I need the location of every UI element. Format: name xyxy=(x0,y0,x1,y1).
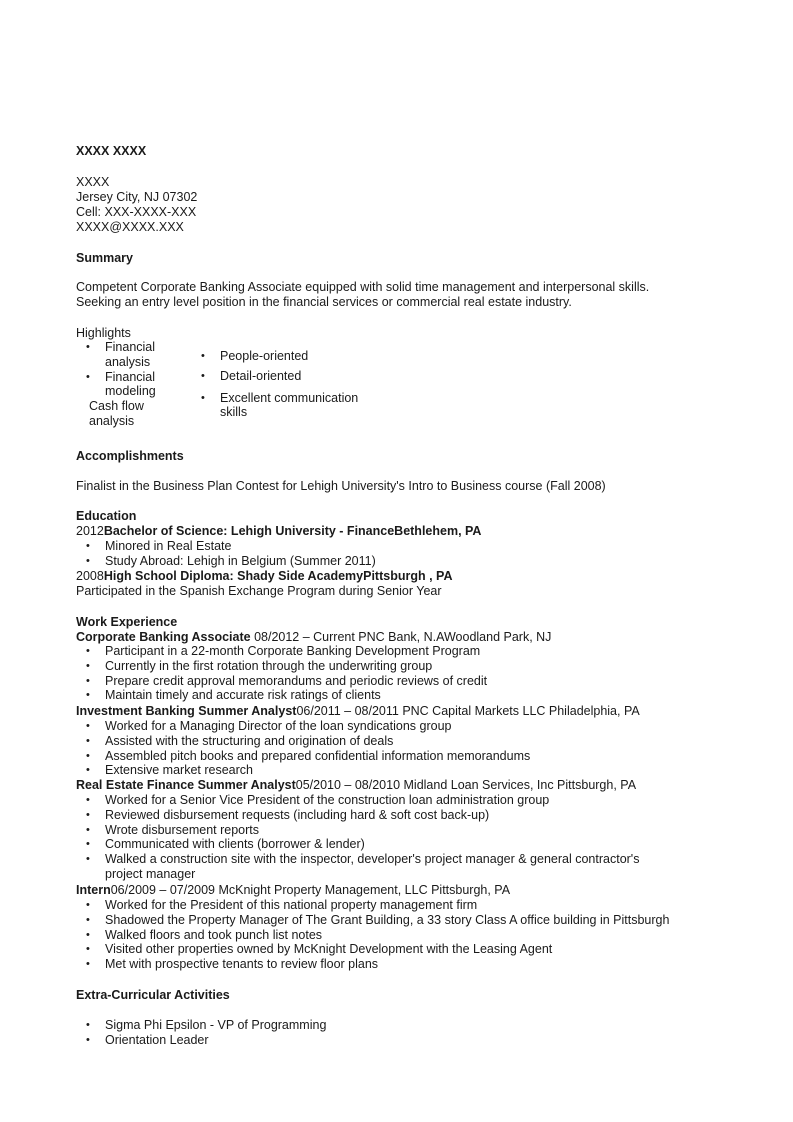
summary-heading: Summary xyxy=(76,251,133,265)
list-item: • Financial modeling xyxy=(76,370,175,400)
job-header-4 xyxy=(76,883,510,898)
list-item: • Maintain timely and accurate risk ratings of clients xyxy=(76,688,487,703)
list-item: • Minored in Real Estate xyxy=(76,539,376,554)
list-item: • Orientation Leader xyxy=(76,1033,326,1048)
summary-line-2: Seeking an entry level position in the financial services or commercial real estate industry. xyxy=(76,295,572,309)
education-title: Bachelor of Science: Lehigh University - FinanceBethlehem, PA xyxy=(103,524,482,538)
list-item: • Currently in the first rotation through the underwriting group xyxy=(76,659,487,674)
list-item: • Sigma Phi Epsilon - VP of Programming xyxy=(76,1018,326,1033)
job-title: Corporate Banking Associate xyxy=(76,630,251,644)
job-detail: 05/2010 – 08/2010 Midland Loan Services, Inc Pittsburgh, PA xyxy=(295,778,637,792)
list-item: • Prepare credit approval memorandums and periodic reviews of credit xyxy=(76,674,487,689)
job-title: Real Estate Finance Summer Analyst xyxy=(76,778,296,792)
list-item: • Communicated with clients (borrower & lender) xyxy=(76,837,639,852)
list-item: • Wrote disbursement reports xyxy=(76,823,639,838)
list-item: • Walked floors and took punch list notes xyxy=(76,928,669,943)
education-entry-2 xyxy=(76,569,452,584)
list-item: • Worked for the President of this national property management firm xyxy=(76,898,669,913)
list-item: • Financial analysis xyxy=(76,340,175,370)
list-item: • Walked a construction site with the inspector, developer's project manager & general contractor's xyxy=(76,852,639,867)
activities-list xyxy=(76,1018,326,1048)
list-item: • Extensive market research xyxy=(76,763,530,778)
list-item: • Assisted with the structuring and origination of deals xyxy=(76,734,530,749)
list-item: • Reviewed disbursement requests (including hard & soft cost back-up) xyxy=(76,808,639,823)
job-bullets-2 xyxy=(76,719,530,778)
work-heading: Work Experience xyxy=(76,615,178,629)
education-bullets xyxy=(76,539,376,569)
list-item: • Participant in a 22-month Corporate Banking Development Program xyxy=(76,644,487,659)
list-item: • Excellent communication skills xyxy=(198,391,360,421)
address-line-2: Jersey City, NJ 07302 xyxy=(76,190,198,204)
accomplishment-text: Finalist in the Business Plan Contest for Lehigh University's Intro to Business course (Fall 2008) xyxy=(76,479,606,493)
candidate-name: XXXX XXXX xyxy=(76,144,147,158)
list-item: • Assembled pitch books and prepared confidential information memorandums xyxy=(76,749,530,764)
job-header-2 xyxy=(76,704,640,719)
job-detail: 06/2009 – 07/2009 McKnight Property Management, LLC Pittsburgh, PA xyxy=(110,883,511,897)
education-title: High School Diploma: Shady Side AcademyPittsburgh , PA xyxy=(103,569,453,583)
list-item: • Shadowed the Property Manager of The Grant Building, a 33 story Class A office building in Pittsburgh xyxy=(76,913,669,928)
job-bullets-1 xyxy=(76,644,487,703)
address-line-1: XXXX xyxy=(76,175,110,189)
highlights-left-list xyxy=(76,340,196,399)
list-item: • Study Abroad: Lehigh in Belgium (Summer 2011) xyxy=(76,554,376,569)
job-bullets-3 xyxy=(76,793,639,882)
education-year: 2008 xyxy=(76,569,104,583)
email: XXXX@XXXX.XXX xyxy=(76,220,184,234)
summary-line-1: Competent Corporate Banking Associate equipped with solid time management and interpersonal skills. xyxy=(76,280,650,294)
highlights-right-list xyxy=(198,349,360,420)
job-bullets-4 xyxy=(76,898,669,972)
list-item: • Detail-oriented xyxy=(198,369,360,384)
job-detail: 08/2012 – Current PNC Bank, N.AWoodland Park, NJ xyxy=(250,630,552,644)
job-title: Investment Banking Summer Analyst xyxy=(76,704,297,718)
list-item-continuation: project manager xyxy=(105,866,196,881)
list-item: • Visited other properties owned by McKnight Development with the Leasing Agent xyxy=(76,942,669,957)
highlights-left-column xyxy=(76,340,196,429)
list-item: • Worked for a Senior Vice President of the construction loan administration group xyxy=(76,793,639,808)
list-item: • Met with prospective tenants to review floor plans xyxy=(76,957,669,972)
job-header-1 xyxy=(76,630,551,645)
education-year: 2012 xyxy=(76,524,104,538)
education-note: Participated in the Spanish Exchange Program during Senior Year xyxy=(76,584,442,598)
highlight-plain-item: Cash flow analysis xyxy=(89,399,144,429)
job-header-3 xyxy=(76,778,636,793)
job-title: Intern xyxy=(76,883,111,897)
list-item: • People-oriented xyxy=(198,349,360,364)
cell-phone: Cell: XXX-XXXX-XXX xyxy=(76,205,197,219)
accomplishments-heading: Accomplishments xyxy=(76,449,184,463)
highlights-heading: Highlights xyxy=(76,326,131,340)
list-item: • Worked for a Managing Director of the loan syndications group xyxy=(76,719,530,734)
education-entry-1 xyxy=(76,524,481,539)
job-detail: 06/2011 – 08/2011 PNC Capital Markets LLC Philadelphia, PA xyxy=(296,704,640,718)
activities-heading: Extra-Curricular Activities xyxy=(76,988,230,1002)
education-heading: Education xyxy=(76,509,137,523)
